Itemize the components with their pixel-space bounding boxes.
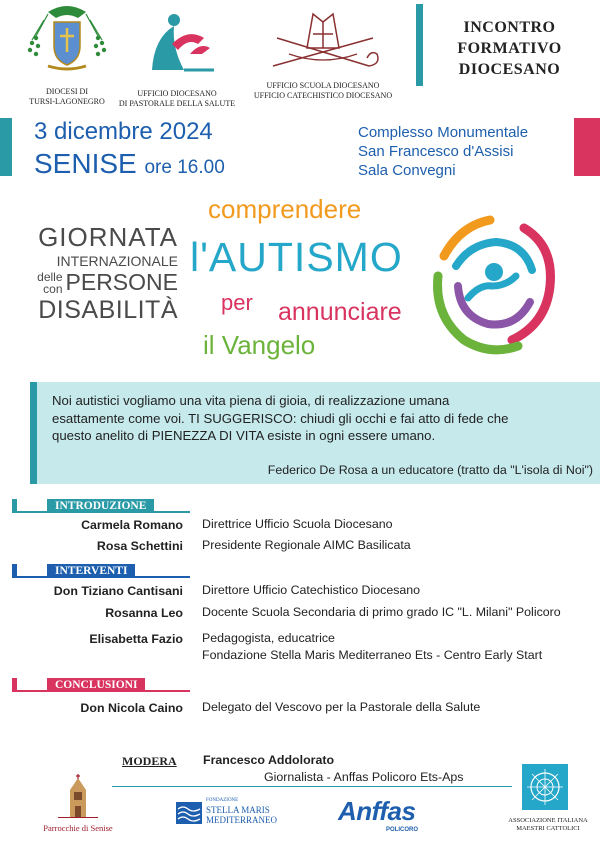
venue-line3: Sala Convegni — [358, 162, 456, 179]
per-word: per — [221, 290, 253, 315]
parrocchie-caption: Parrocchie di Senise — [43, 823, 113, 833]
autismo-word: l'AUTISMO — [190, 234, 403, 280]
section-label-conclusioni: CONCLUSIONI — [47, 678, 145, 692]
event-city-time — [34, 148, 225, 180]
section-label-introduzione: INTRODUZIONE — [47, 499, 154, 513]
anffas-wordmark: Anffas — [338, 796, 416, 826]
speaker-role: Delegato del Vescovo per la Pastorale della Salute — [202, 700, 481, 714]
venue-line2: San Francesco d'Assisi — [358, 143, 514, 160]
speaker-name: Don Nicola Caino — [80, 701, 183, 715]
event-type-line1: INCONTRO — [463, 19, 556, 36]
event-time: ore 16.00 — [144, 157, 225, 178]
quote-line3: questo anelito di PIENEZZA DI VITA esiste in ogni essere umano. — [52, 428, 436, 443]
event-type-box — [416, 4, 596, 86]
band-accent-left — [0, 118, 12, 176]
school-office-line1: UFFICIO SCUOLA DIOCESANO — [266, 81, 380, 90]
moderator-name: Francesco Addolorato — [203, 753, 335, 767]
quote-line1: Noi autistici vogliamo una vita piena di gioia, di realizzazione umana — [52, 393, 450, 408]
section-introduzione — [12, 499, 190, 513]
church-tower-icon — [38, 774, 118, 818]
stella-big2: MEDITERRANEO — [206, 815, 277, 825]
section-interventi — [12, 564, 190, 578]
stella-small: FONDAZIONE — [206, 798, 239, 803]
event-type-line2: FORMATIVO — [457, 40, 562, 57]
aimc-line1: ASSOCIAZIONE ITALIANA — [508, 817, 588, 824]
giornata-word: GIORNATA — [38, 222, 178, 252]
diocese-logo — [18, 2, 116, 106]
speaker-role — [202, 630, 597, 664]
school-office-line2: UFFICIO CATECHISTICO DIOCESANO — [253, 91, 393, 100]
speaker-name: Rosanna Leo — [105, 606, 183, 620]
ufficio-scuola-logo — [243, 8, 403, 100]
delle-word: delle — [37, 269, 63, 284]
diocese-coat-of-arms-icon — [18, 2, 116, 72]
moderator-divider — [112, 786, 512, 787]
speaker-role-line1: Pedagogista, educatrice — [202, 631, 335, 645]
diocese-name-line1: DIOCESI DI — [46, 87, 88, 96]
health-office-line2: DI PASTORALE DELLA SALUTE — [118, 99, 236, 108]
anffas-subtitle: POLICORO — [386, 827, 419, 833]
comprendere-word: comprendere — [208, 194, 362, 224]
speaker-name: Elisabetta Fazio — [89, 632, 183, 646]
persone-word: PERSONE — [65, 269, 178, 295]
moderator-label: MODERA — [122, 754, 177, 768]
waves-icon — [176, 802, 202, 824]
pastorale-salute-logo — [112, 8, 242, 108]
venue-line1: Complesso Monumentale — [358, 124, 529, 141]
band-accent-right — [574, 118, 600, 176]
speaker-role-line2: Fondazione Stella Maris Mediterraneo Ets - Centro Early Start — [202, 648, 543, 662]
healing-hands-icon — [112, 8, 242, 74]
anffas-logo — [338, 796, 448, 836]
stella-big1: STELLA MARIS — [206, 805, 270, 815]
quote-line2: esattamente come voi. TI SUGGERISCO: chiudi gli occhi e fai atto di fede che — [52, 410, 509, 426]
section-label-interventi: INTERVENTI — [47, 564, 135, 578]
annunciare-word: annunciare — [278, 298, 402, 326]
autism-rainbow-logo-icon — [420, 206, 570, 362]
speaker-name: Rosa Schettini — [96, 539, 183, 553]
event-date: 3 dicembre 2024 — [34, 118, 213, 145]
speaker-name: Carmela Romano — [81, 518, 183, 532]
section-conclusioni — [12, 678, 190, 692]
speaker-role: Direttrice Ufficio Scuola Diocesano — [202, 517, 393, 531]
speaker-role: Presidente Regionale AIMC Basilicata — [202, 538, 411, 552]
event-type-line3: DIOCESANO — [458, 61, 561, 78]
internazionale-word: INTERNAZIONALE — [56, 253, 178, 269]
event-venue — [358, 123, 528, 180]
vangelo-word: il Vangelo — [203, 330, 316, 360]
moderator-role: Giornalista - Anffas Policoro Ets-Aps — [264, 770, 464, 784]
aimc-line2: MAESTRI CATTOLICI — [516, 825, 580, 832]
con-word: con — [43, 281, 63, 296]
speaker-name: Don Tiziano Cantisani — [53, 584, 183, 598]
health-office-line1: UFFICIO DIOCESANO — [137, 89, 217, 98]
quote-text — [52, 392, 592, 445]
aimc-emblem-icon — [522, 764, 568, 810]
event-city: SENISE — [34, 148, 137, 179]
mitre-crosier-icon — [243, 8, 403, 72]
aimc-logo — [500, 764, 596, 838]
parrocchie-senise-logo — [38, 774, 118, 834]
diocese-name-line2: TURSI-LAGONEGRO — [29, 97, 105, 106]
disabilita-word: DISABILITÀ — [38, 296, 178, 324]
quote-signature: Federico De Rosa a un educatore (tratto da "L'isola di Noi") — [267, 463, 593, 477]
speaker-role: Docente Scuola Secondaria di primo grado IC "L. Milani" Policoro — [202, 605, 561, 619]
stella-maris-logo — [176, 798, 276, 830]
speaker-role: Direttore Ufficio Catechistico Diocesano — [202, 583, 421, 597]
giornata-title — [18, 222, 178, 325]
